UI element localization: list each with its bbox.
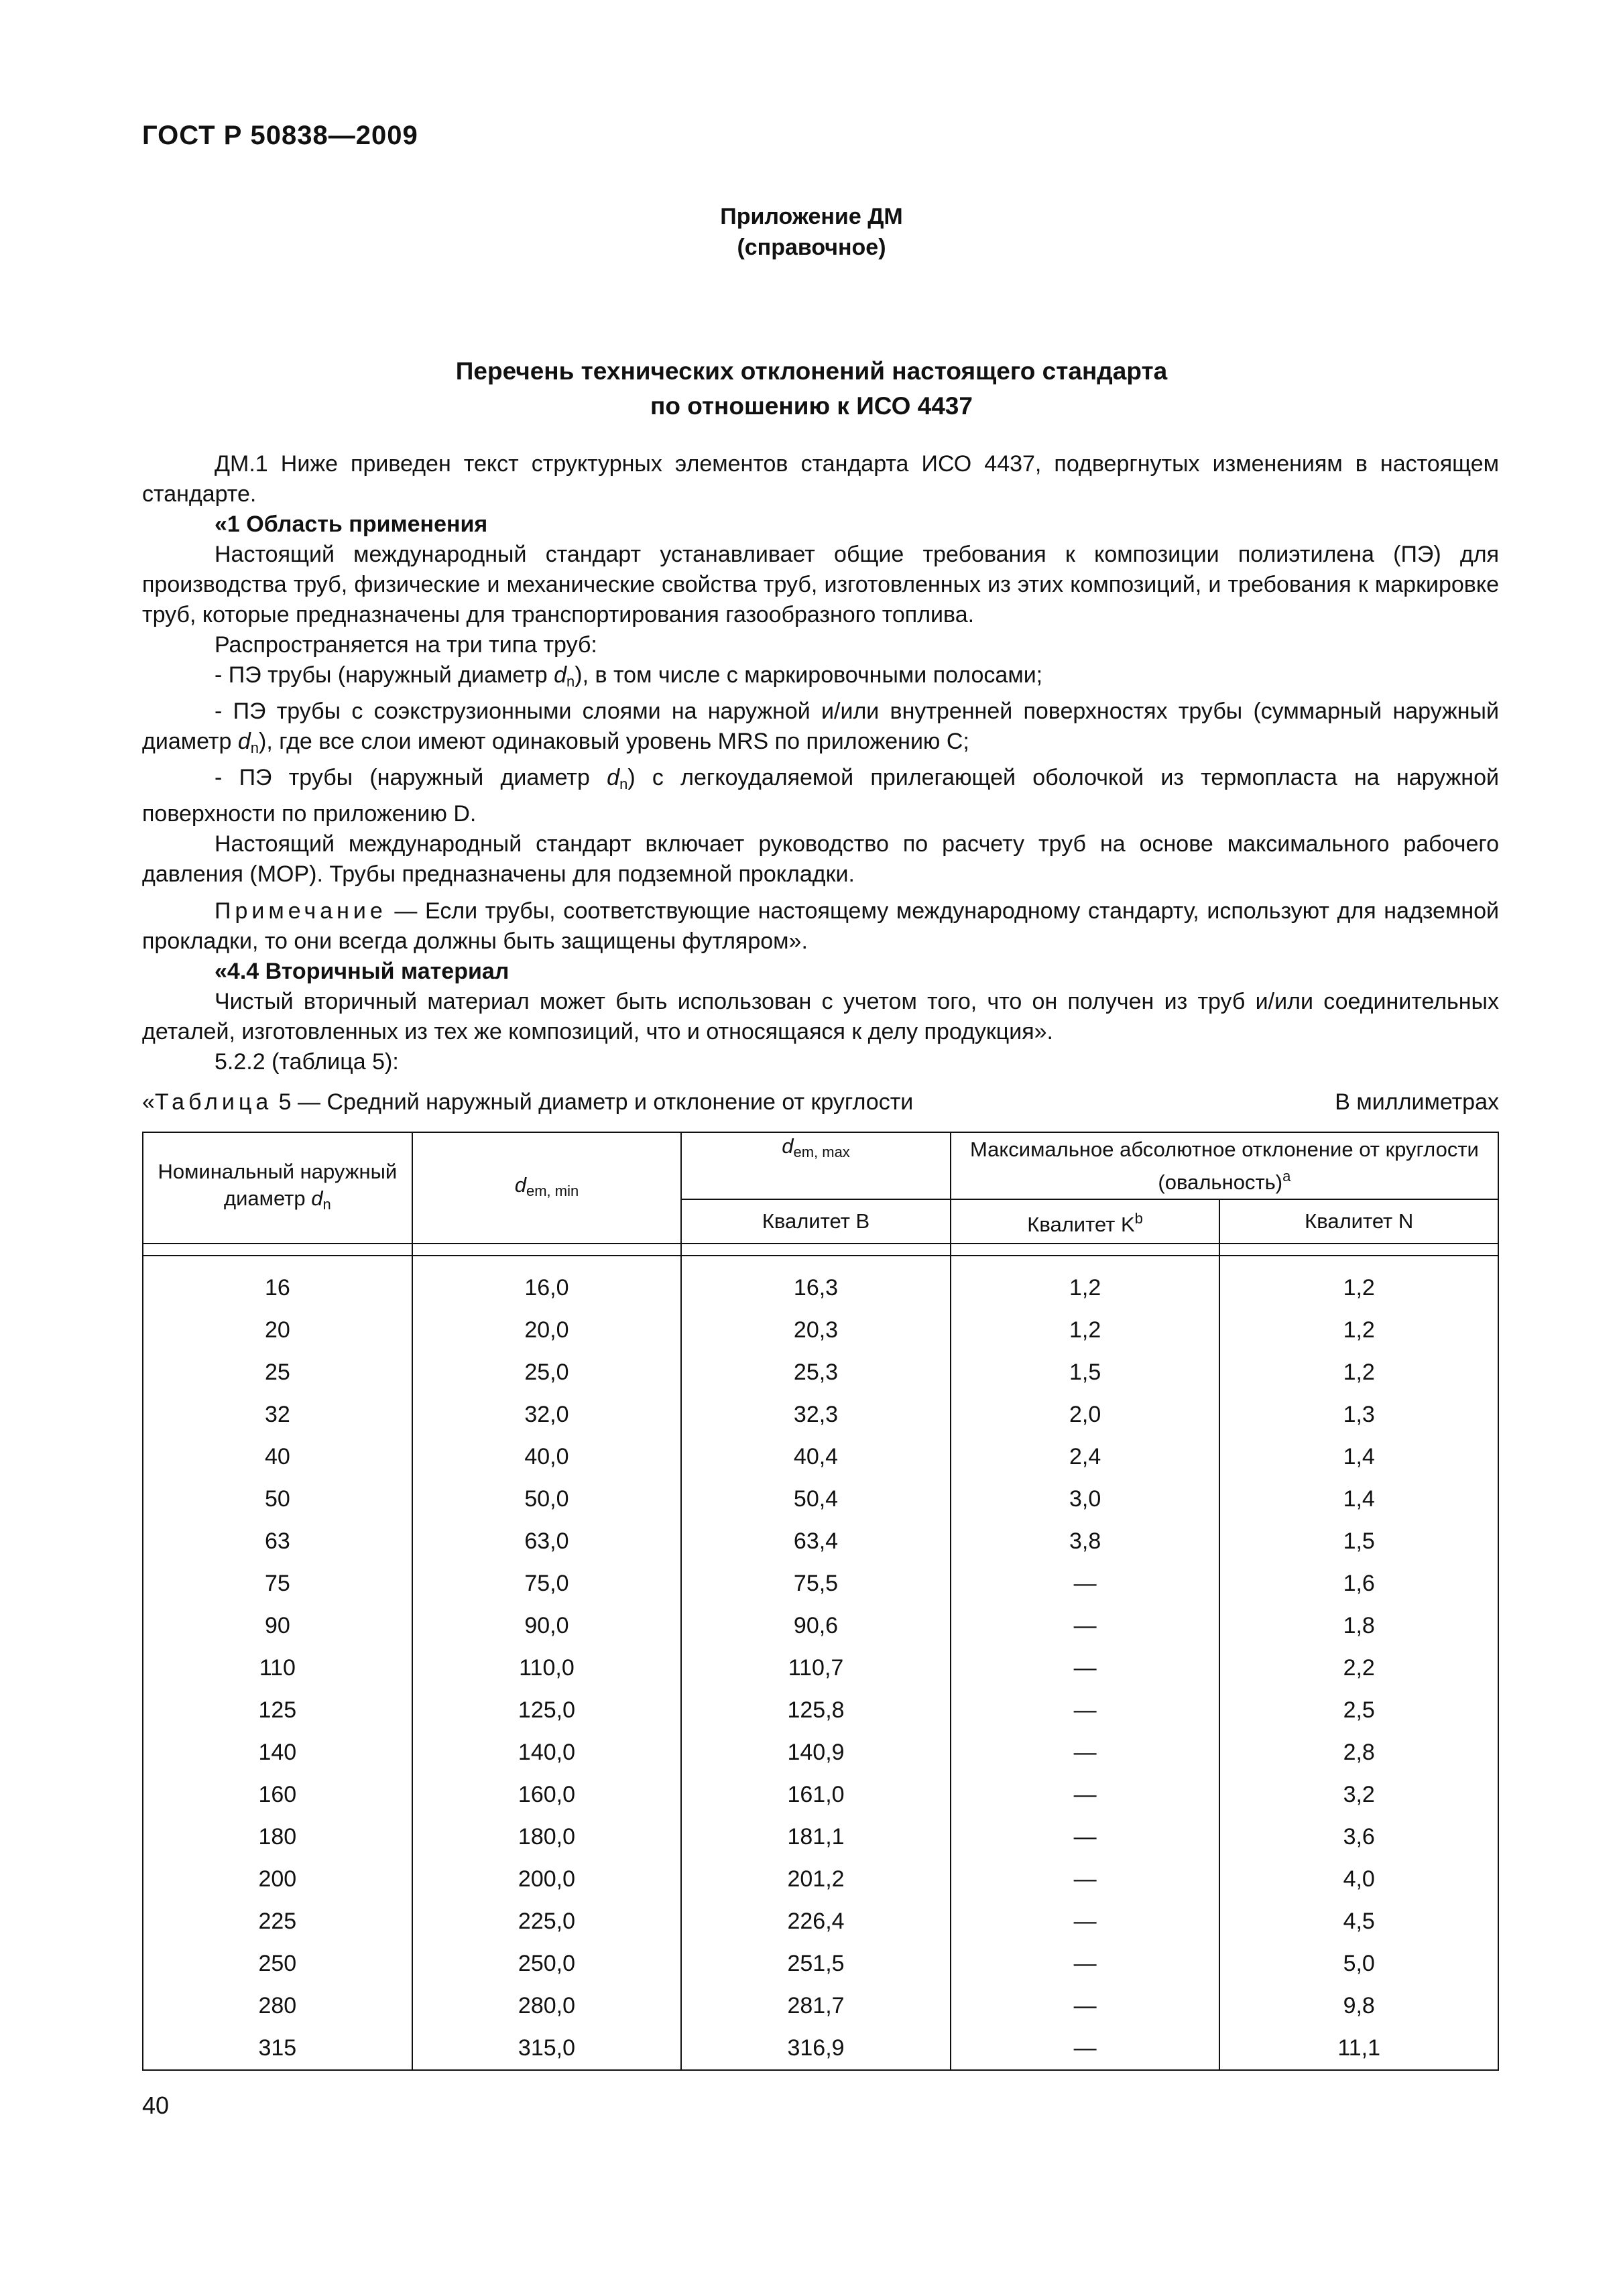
table-cell: 40,0	[412, 1436, 682, 1478]
table-cell: —	[951, 1605, 1220, 1647]
header-dem-min: $d_{em, min}$	[412, 1132, 682, 1244]
table-cell: 90,0	[412, 1605, 682, 1647]
table-cell: 225	[143, 1900, 412, 1943]
table-caption	[142, 1087, 1499, 1117]
body-text	[142, 449, 1499, 1077]
table-row	[143, 1520, 1498, 1563]
annex-heading	[0, 354, 1623, 424]
table-cell: 1,8	[1219, 1605, 1498, 1647]
header-gap	[1219, 1244, 1498, 1256]
table-cell: 251,5	[681, 1943, 951, 1985]
table-cell: 16,3	[681, 1256, 951, 1309]
table-cell: 1,2	[951, 1309, 1220, 1351]
table-cell: 1,4	[1219, 1478, 1498, 1520]
table-cell: 9,8	[1219, 1985, 1498, 2027]
table-cell: 181,1	[681, 1816, 951, 1858]
table-row	[143, 1900, 1498, 1943]
table-cell: 160,0	[412, 1774, 682, 1816]
table-cell: 225,0	[412, 1900, 682, 1943]
list-item-1: - ПЭ трубы (наружный диаметр $d_n$), в том числе с маркировочными полосами;	[215, 662, 1043, 690]
table-cell: 16	[143, 1256, 412, 1309]
table-cell: —	[951, 1647, 1220, 1689]
paragraph-mop: Настоящий международный стандарт включает руководство по расчету труб на основе максимального рабочего давления (МОР). Трубы предназначены для подземной прокладки.	[142, 831, 1499, 887]
table-cell: 32,0	[412, 1394, 682, 1436]
table-cell: 180,0	[412, 1816, 682, 1858]
table-cell: 140,9	[681, 1732, 951, 1774]
table-cell: 110,7	[681, 1647, 951, 1689]
table-cell: —	[951, 1732, 1220, 1774]
table-cell: 50,4	[681, 1478, 951, 1520]
paragraph-intro: ДМ.1 Ниже приведен текст структурных элементов стандарта ИСО 4437, подвергнутых изменениям в настоящем стандарте.	[142, 451, 1499, 507]
table-cell: 25	[143, 1351, 412, 1394]
table-units: В миллиметрах	[1335, 1089, 1499, 1115]
document-code: ГОСТ Р 50838—2009	[142, 121, 418, 150]
table-cell: —	[951, 1563, 1220, 1605]
table-row	[143, 1943, 1498, 1985]
table-cell: 315,0	[412, 2027, 682, 2070]
table-cell: 280	[143, 1985, 412, 2027]
table-cell: 1,4	[1219, 1436, 1498, 1478]
table-cell: 3,0	[951, 1478, 1220, 1520]
annex-block	[0, 201, 1623, 263]
note-label: Примечание	[215, 898, 387, 924]
table-row	[143, 2027, 1498, 2070]
table-row	[143, 1394, 1498, 1436]
table-cell: 125,0	[412, 1689, 682, 1732]
table-cell: 32,3	[681, 1394, 951, 1436]
table-cell: 280,0	[412, 1985, 682, 2027]
table-cell: 200	[143, 1858, 412, 1900]
table-cell: 316,9	[681, 2027, 951, 2070]
table-cell: 110	[143, 1647, 412, 1689]
page-number: 40	[142, 2092, 170, 2119]
table-cell: 63,0	[412, 1520, 682, 1563]
table-cell: 281,7	[681, 1985, 951, 2027]
table-cell: 20	[143, 1309, 412, 1351]
table-cell: 226,4	[681, 1900, 951, 1943]
table-cell: 75,0	[412, 1563, 682, 1605]
table-row	[143, 1605, 1498, 1647]
table-cell: 3,2	[1219, 1774, 1498, 1816]
header-gap	[951, 1244, 1220, 1256]
table-cell: 125,8	[681, 1689, 951, 1732]
table-cell: 110,0	[412, 1647, 682, 1689]
header-max-deviation: Максимальное абсолютное отклонение от круглости (овальность)$^a$	[951, 1132, 1498, 1199]
table-body	[143, 1256, 1498, 2070]
table-cell: 1,5	[951, 1351, 1220, 1394]
table-cell: 5,0	[1219, 1943, 1498, 1985]
table-cell: 2,8	[1219, 1732, 1498, 1774]
section-4-4-heading: «4.4 Вторичный материал	[215, 959, 509, 984]
table-cell: —	[951, 1858, 1220, 1900]
paragraph-types: Распространяется на три типа труб:	[215, 632, 597, 658]
table-cell: 1,6	[1219, 1563, 1498, 1605]
table-cell: 3,8	[951, 1520, 1220, 1563]
table-cell: 1,5	[1219, 1520, 1498, 1563]
annex-title: Приложение ДМ	[720, 204, 903, 229]
heading-line-1: Перечень технических отклонений настоящего стандарта	[455, 357, 1168, 385]
table-cell: 201,2	[681, 1858, 951, 1900]
note-text: — Если трубы, соответствующие настоящему международному стандарту, используют для надземной прокладки, то они всегда должны быть защищены футляром».	[142, 898, 1499, 954]
header-gap	[681, 1244, 951, 1256]
table-cell: 20,0	[412, 1309, 682, 1351]
header-grade-b: Квалитет B	[681, 1199, 951, 1244]
table-caption-title: «Таблица 5 — Средний наружный диаметр и отклонение от круглости	[142, 1089, 914, 1115]
table-cell: 1,2	[1219, 1309, 1498, 1351]
table-cell: 32	[143, 1394, 412, 1436]
table-cell: 250,0	[412, 1943, 682, 1985]
table-cell: —	[951, 1943, 1220, 1985]
table-cell: 3,6	[1219, 1816, 1498, 1858]
header-grade-k: Квалитет $K^b$	[951, 1199, 1220, 1244]
header-gap	[143, 1244, 412, 1256]
table-cell: 20,3	[681, 1309, 951, 1351]
table-cell: 160	[143, 1774, 412, 1816]
table-cell: 40	[143, 1436, 412, 1478]
table-cell: 1,2	[1219, 1256, 1498, 1309]
table-cell: —	[951, 1689, 1220, 1732]
table-cell: —	[951, 1774, 1220, 1816]
table-cell: 140,0	[412, 1732, 682, 1774]
table-cell: 161,0	[681, 1774, 951, 1816]
table-row	[143, 1309, 1498, 1351]
table-cell: 4,0	[1219, 1858, 1498, 1900]
table-cell: 11,1	[1219, 2027, 1498, 2070]
table-cell: 63,4	[681, 1520, 951, 1563]
table-row	[143, 1732, 1498, 1774]
table-row	[143, 1858, 1498, 1900]
header-nominal-diameter: Номинальный наружный диаметр $d_n$	[143, 1132, 412, 1244]
paragraph-scope: Настоящий международный стандарт устанавливает общие требования к композиции полиэтилена (ПЭ) для производства труб, физические и механические свойства труб, изготовленных из этих композиций, и требования к маркировке труб, которые предназначены для транспортирования газообразного топлива.	[142, 542, 1499, 627]
note	[142, 896, 1499, 957]
table-cell: —	[951, 2027, 1220, 2070]
table-cell: 315	[143, 2027, 412, 2070]
table-cell: 2,2	[1219, 1647, 1498, 1689]
table-cell: 125	[143, 1689, 412, 1732]
table-row	[143, 1351, 1498, 1394]
table-cell: 50	[143, 1478, 412, 1520]
paragraph-table-ref: 5.2.2 (таблица 5):	[215, 1049, 399, 1075]
table-row	[143, 1985, 1498, 2027]
table-cell: —	[951, 1985, 1220, 2027]
table-cell: 4,5	[1219, 1900, 1498, 1943]
table-cell: 2,5	[1219, 1689, 1498, 1732]
paragraph-recycled: Чистый вторичный материал может быть использован с учетом того, что он получен из труб и/или соединительных деталей, изготовленных из тех же композиций, что и относящаяся к делу продукция».	[142, 989, 1499, 1044]
header-gap	[412, 1244, 682, 1256]
table-cell: 2,0	[951, 1394, 1220, 1436]
table-row	[143, 1478, 1498, 1520]
table-cell: 16,0	[412, 1256, 682, 1309]
table-cell: 1,3	[1219, 1394, 1498, 1436]
list-item-2: - ПЭ трубы с соэкструзионными слоями на наружной и/или внутренней поверхностях трубы (суммарный наружный диаметр $d_n$), где все слои имеют одинаковый уровень MRS по приложению С;	[142, 699, 1499, 756]
table-cell: 140	[143, 1732, 412, 1774]
header-grade-n: Квалитет N	[1219, 1199, 1498, 1244]
table-cell: 1,2	[1219, 1351, 1498, 1394]
table-cell: 1,2	[951, 1256, 1220, 1309]
table-cell: —	[951, 1900, 1220, 1943]
section-1-heading: «1 Область применения	[215, 511, 488, 537]
table-row	[143, 1689, 1498, 1732]
table-cell: 75	[143, 1563, 412, 1605]
table-cell: 40,4	[681, 1436, 951, 1478]
heading-line-2: по отношению к ИСО 4437	[650, 392, 973, 420]
table-cell: 90,6	[681, 1605, 951, 1647]
table-cell: 90	[143, 1605, 412, 1647]
header-dem-max: $d_{em, max}$	[681, 1132, 951, 1199]
list-item-3: - ПЭ трубы (наружный диаметр $d_n$) с легкоудаляемой прилегающей оболочкой из термопласта на наружной поверхности по приложению D.	[142, 765, 1499, 827]
table-5	[142, 1132, 1499, 2071]
annex-subtitle: (справочное)	[737, 235, 886, 260]
table-row	[143, 1436, 1498, 1478]
table-row	[143, 1816, 1498, 1858]
table-row	[143, 1647, 1498, 1689]
table-row	[143, 1256, 1498, 1309]
table-cell: 50,0	[412, 1478, 682, 1520]
table-row	[143, 1774, 1498, 1816]
table-cell: 75,5	[681, 1563, 951, 1605]
table-cell: 250	[143, 1943, 412, 1985]
table-cell: 180	[143, 1816, 412, 1858]
table-cell: 63	[143, 1520, 412, 1563]
table-row	[143, 1563, 1498, 1605]
table-cell: 25,3	[681, 1351, 951, 1394]
table-cell: —	[951, 1816, 1220, 1858]
table-cell: 25,0	[412, 1351, 682, 1394]
table-cell: 2,4	[951, 1436, 1220, 1478]
table-cell: 200,0	[412, 1858, 682, 1900]
